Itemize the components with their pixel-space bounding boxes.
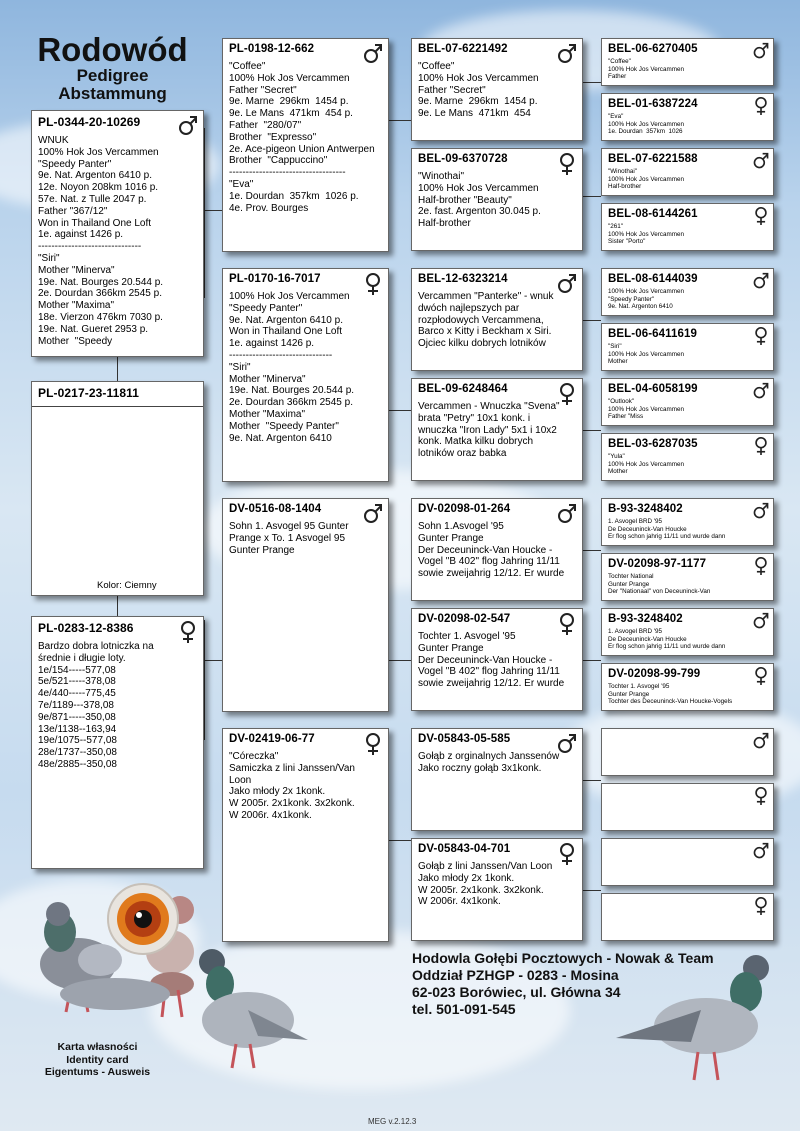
great-grandparent-description: 100% Hok Jos Vercammen "Speedy Panter" 9e. Nat. Argenton 6410: [608, 288, 684, 311]
grandparent-description: Sohn 1.Asvogel '95 Gunter Prange Der Deceuninck-Van Houcke - Vogel "B 402" flog Jahring 11/11 sowie zweijahrig 12/12. Er wurde: [418, 521, 565, 580]
great-grandparent-description: 1. Asvogel BRD '95 De Deceuninck-Van Houcke Er flog schon jahrig 11/11 und wurde dann: [608, 518, 726, 541]
partner-card[interactable]: [31, 381, 204, 596]
subject-description: WNUK 100% Hok Jos Vercammen "Speedy Panter" 9e. Nat. Argenton 6410 p. 12e. Noyon 208km 1016 p. 57e. Nat. z Tulle 2047 p. Father "367/12" Won in Thailand One Loft 1e. against 1426 p. ------------------------------- "Siri" Mother "Minerva" 19e. Nat. Bourges 20.544 p. 2e. Dourdan 366km 2545 p. Mother "Maxima" 18e. Vierzon 476km 7030 p. 19e. Nat. Gueret 2953 p. Mother "Speedy: [38, 135, 164, 347]
female-icon: [362, 272, 384, 296]
great-grandparent-ring-number: B-93-3248402: [608, 503, 683, 515]
great-grandparent-ring-number: BEL-04-6058199: [608, 383, 698, 395]
grandparent-ring-number: BEL-09-6248464: [418, 383, 508, 395]
parent-card[interactable]: [222, 268, 389, 482]
connector-line: [389, 840, 411, 841]
parent-description: "Córeczka" Samiczka z lini Janssen/Van Loon Jako młody 2x 1konk. W 2005r. 2x1konk. 3x2konk. W 2006r. 4x1konk.: [229, 751, 355, 821]
dam-description: Bardzo dobra lotniczka na średnie i długie loty. 1e/154-----577,08 5e/521-----378,08 4e/440-----775,45 7e/1189---378,08 9e/871-----350,08 13e/1138--163,94 19e/1075--577,08 28e/1737--350,08 48e/2885--350,08: [38, 641, 154, 770]
owner-line: tel. 501-091-545: [412, 1001, 516, 1017]
subject-card[interactable]: [31, 110, 204, 357]
male-icon: [752, 731, 770, 751]
parent-card[interactable]: [222, 498, 389, 712]
female-icon: [752, 436, 770, 456]
great-grandparent-description: "Winothai" 100% Hok Jos Vercammen Half-brother: [608, 168, 684, 191]
connector-line: [389, 120, 411, 121]
male-icon: [177, 114, 199, 138]
great-grandparent-description: "Yula" 100% Hok Jos Vercammen Mother: [608, 453, 684, 476]
parent-card[interactable]: [222, 38, 389, 252]
partner-ring-number: PL-0217-23-11811: [38, 386, 140, 400]
connector-line: [389, 660, 411, 661]
great-grandparent-card[interactable]: [601, 893, 774, 941]
grandparent-description: Gołąb z lini Janssen/Van Loon Jako młody 2x 1konk. W 2005r. 2x1konk. 3x2konk. W 2006r. 4x1konk.: [418, 861, 553, 908]
parent-card[interactable]: [222, 728, 389, 942]
grandparent-ring-number: DV-05843-04-701: [418, 843, 511, 855]
grandparent-card[interactable]: [411, 838, 583, 941]
connector-line: [583, 196, 601, 197]
great-grandparent-card[interactable]: [601, 728, 774, 776]
great-grandparent-ring-number: B-93-3248402: [608, 613, 683, 625]
grandparent-ring-number: BEL-12-6323214: [418, 273, 508, 285]
great-grandparent-ring-number: BEL-06-6270405: [608, 43, 698, 55]
female-icon: [556, 152, 578, 176]
version-label: MEG v.2.12.3: [368, 1117, 417, 1126]
connector-line: [204, 620, 205, 740]
male-icon: [752, 151, 770, 171]
female-icon: [752, 556, 770, 576]
great-grandparent-ring-number: BEL-08-6144261: [608, 208, 698, 220]
great-grandparent-ring-number: DV-02098-97-1177: [608, 558, 707, 570]
female-icon: [752, 96, 770, 116]
dam-ring-number: PL-0283-12-8386: [38, 621, 134, 635]
grandparent-description: Gołąb z orginalnych Janssenów Jako roczny gołąb 3x1konk.: [418, 751, 560, 774]
great-grandparent-card[interactable]: [601, 553, 774, 601]
great-grandparent-card[interactable]: [601, 608, 774, 656]
page-subtitle-en: Pedigree: [76, 66, 149, 85]
grandparent-description: "Coffee" 100% Hok Jos Vercammen Father "Secret" 9e. Marne 296km 1454 p. 9e. Le Mans 471km 454: [418, 61, 539, 120]
grandparent-description: "Winothai" 100% Hok Jos Vercammen Half-brother "Beauty" 2e. fast. Argenton 30.045 p. Half-brother: [418, 171, 541, 230]
connector-line: [583, 660, 601, 661]
great-grandparent-ring-number: BEL-01-6387224: [608, 98, 698, 110]
male-icon: [752, 611, 770, 631]
great-grandparent-card[interactable]: [601, 498, 774, 546]
connector-line: [583, 890, 601, 891]
owner-line: Hodowla Gołębi Pocztowych - Nowak & Team: [412, 950, 714, 966]
great-grandparent-ring-number: BEL-06-6411619: [608, 328, 697, 340]
great-grandparent-description: "261" 100% Hok Jos Vercammen Sister "Porto": [608, 223, 684, 246]
connector-line: [117, 596, 118, 616]
grandparent-ring-number: DV-05843-05-585: [418, 733, 511, 745]
connector-line: [583, 430, 601, 431]
female-icon: [556, 842, 578, 866]
female-icon: [362, 732, 384, 756]
connector-line: [204, 128, 205, 298]
great-grandparent-card[interactable]: [601, 663, 774, 711]
grandparent-card[interactable]: [411, 268, 583, 371]
connector-line: [389, 410, 411, 411]
male-icon: [556, 42, 578, 66]
female-icon: [752, 786, 770, 806]
great-grandparent-card[interactable]: [601, 268, 774, 316]
owner-info: [412, 950, 714, 1018]
pigeon-group-illustration: [30, 872, 200, 1032]
pigeon-illustration: [188, 940, 318, 1075]
great-grandparent-description: "Coffee" 100% Hok Jos Vercammen Father: [608, 58, 684, 81]
great-grandparent-ring-number: BEL-03-6287035: [608, 438, 698, 450]
parent-ring-number: PL-0170-16-7017: [229, 273, 321, 285]
female-icon: [752, 896, 770, 916]
great-grandparent-card[interactable]: [601, 838, 774, 886]
grandparent-description: Vercammen - Wnuczka "Svena" brata "Petry" 10x1 konk. i wnuczka "Iron Lady" 5x1 i 10x2 konk. Matka kilku dobrych lotników oraz babka: [418, 401, 560, 460]
connector-line: [583, 320, 601, 321]
great-grandparent-description: Tochter National Gunter Prange Der "Nationaal" von Deceuninck-Van: [608, 573, 711, 596]
great-grandparent-description: "Siri" 100% Hok Jos Vercammen Mother: [608, 343, 684, 366]
great-grandparent-ring-number: BEL-07-6221588: [608, 153, 698, 165]
male-icon: [556, 732, 578, 756]
parent-ring-number: PL-0198-12-662: [229, 43, 315, 55]
identity-card-label: [20, 1041, 175, 1079]
grandparent-ring-number: BEL-07-6221492: [418, 43, 508, 55]
grandparent-card[interactable]: [411, 498, 583, 601]
great-grandparent-card[interactable]: [601, 783, 774, 831]
owner-line: Oddział PZHGP - 0283 - Mosina: [412, 967, 619, 983]
connector-line: [204, 660, 222, 661]
parent-description: "Coffee" 100% Hok Jos Vercammen Father "Secret" 9e. Marne 296km 1454 p. 9e. Le Mans 471km 454 p. Father "280/07" Brother "Expresso" 2e. Ace-pigeon Union Antwerpen Brother "Cappuccino" ----------------------------------- "Eva" 1e. Dourdan 357km 1026 p. 4e. Prov. Bourges: [229, 61, 375, 214]
identity-card-line: Identity card: [66, 1053, 129, 1066]
dam-card[interactable]: [31, 616, 204, 869]
grandparent-card[interactable]: [411, 378, 583, 481]
grandparent-ring-number: DV-02098-01-264: [418, 503, 511, 515]
female-icon: [556, 382, 578, 406]
connector-line: [117, 357, 118, 381]
grandparent-description: Vercammen "Panterke" - wnuk dwóch najlepszych par rozpłodowych Vercammena, Barco x Kitty i Beckham x Siri. Ojciec kilku dobrych lotników: [418, 291, 554, 350]
great-grandparent-ring-number: BEL-08-6144039: [608, 273, 698, 285]
male-icon: [752, 841, 770, 861]
great-grandparent-card[interactable]: [601, 148, 774, 196]
parent-ring-number: DV-0516-08-1404: [229, 503, 322, 515]
grandparent-description: Tochter 1. Asvogel '95 Gunter Prange Der Deceuninck-Van Houcke - Vogel "B 402" flog Jahring 11/11 sowie zweijahrig 12/12. Er wurde: [418, 631, 565, 690]
color-label: Kolor: Ciemny: [97, 580, 157, 591]
grandparent-card[interactable]: [411, 38, 583, 141]
divider: [32, 406, 204, 407]
male-icon: [556, 502, 578, 526]
parent-description: 100% Hok Jos Vercammen "Speedy Panter" 9e. Nat. Argenton 6410 p. Won in Thailand One Loft 1e. against 1426 p. ------------------------------- "Siri" Mother "Minerva" 19e. Nat. Bourges 20.544 p. 2e. Dourdan 366km 2545 p. Mother "Maxima" Mother "Speedy Panter" 9e. Nat. Argenton 6410: [229, 291, 355, 444]
identity-card-line: Eigentums - Ausweis: [44, 1066, 151, 1078]
page-subtitle-de: Abstammung: [58, 84, 167, 103]
male-icon: [752, 41, 770, 61]
male-icon: [752, 271, 770, 291]
male-icon: [752, 381, 770, 401]
grandparent-ring-number: BEL-09-6370728: [418, 153, 508, 165]
owner-line: 62-023 Borówiec, ul. Główna 34: [412, 984, 621, 1000]
grandparent-card[interactable]: [411, 148, 583, 251]
great-grandparent-card[interactable]: [601, 93, 774, 141]
great-grandparent-description: 1. Asvogel BRD '95 De Deceuninck-Van Houcke Er flog schon jahrig 11/11 und wurde dann: [608, 628, 726, 651]
female-icon: [177, 620, 199, 644]
great-grandparent-description: Tochter 1. Asvogel '95 Gunter Prange Tochter des Deceuninck-Van Houcke-Vogels: [608, 683, 733, 706]
parent-ring-number: DV-02419-06-77: [229, 733, 315, 745]
great-grandparent-card[interactable]: [601, 38, 774, 86]
connector-line: [583, 82, 601, 83]
female-icon: [752, 206, 770, 226]
parent-description: Sohn 1. Asvogel 95 Gunter Prange x To. 1 Asvogel 95 Gunter Prange: [229, 521, 349, 556]
great-grandparent-description: "Outlook" 100% Hok Jos Vercammen Father "Miss: [608, 398, 684, 421]
connector-line: [583, 780, 601, 781]
male-icon: [556, 272, 578, 296]
grandparent-card[interactable]: [411, 728, 583, 831]
female-icon: [752, 666, 770, 686]
male-icon: [752, 501, 770, 521]
great-grandparent-card[interactable]: [601, 203, 774, 251]
page-title: Rodowód: [37, 31, 188, 68]
great-grandparent-card[interactable]: [601, 433, 774, 481]
female-icon: [556, 612, 578, 636]
identity-card-line: Karta własności: [57, 1041, 138, 1053]
subject-ring-number: PL-0344-20-10269: [38, 115, 141, 129]
grandparent-ring-number: DV-02098-02-547: [418, 613, 511, 625]
grandparent-card[interactable]: [411, 608, 583, 711]
connector-line: [583, 550, 601, 551]
connector-line: [204, 210, 222, 211]
great-grandparent-card[interactable]: [601, 323, 774, 371]
male-icon: [362, 42, 384, 66]
great-grandparent-card[interactable]: [601, 378, 774, 426]
female-icon: [752, 326, 770, 346]
great-grandparent-ring-number: DV-02098-99-799: [608, 668, 701, 680]
male-icon: [362, 502, 384, 526]
great-grandparent-description: "Eva" 100% Hok Jos Vercammen 1e. Dourdan 357km 1026: [608, 113, 684, 136]
